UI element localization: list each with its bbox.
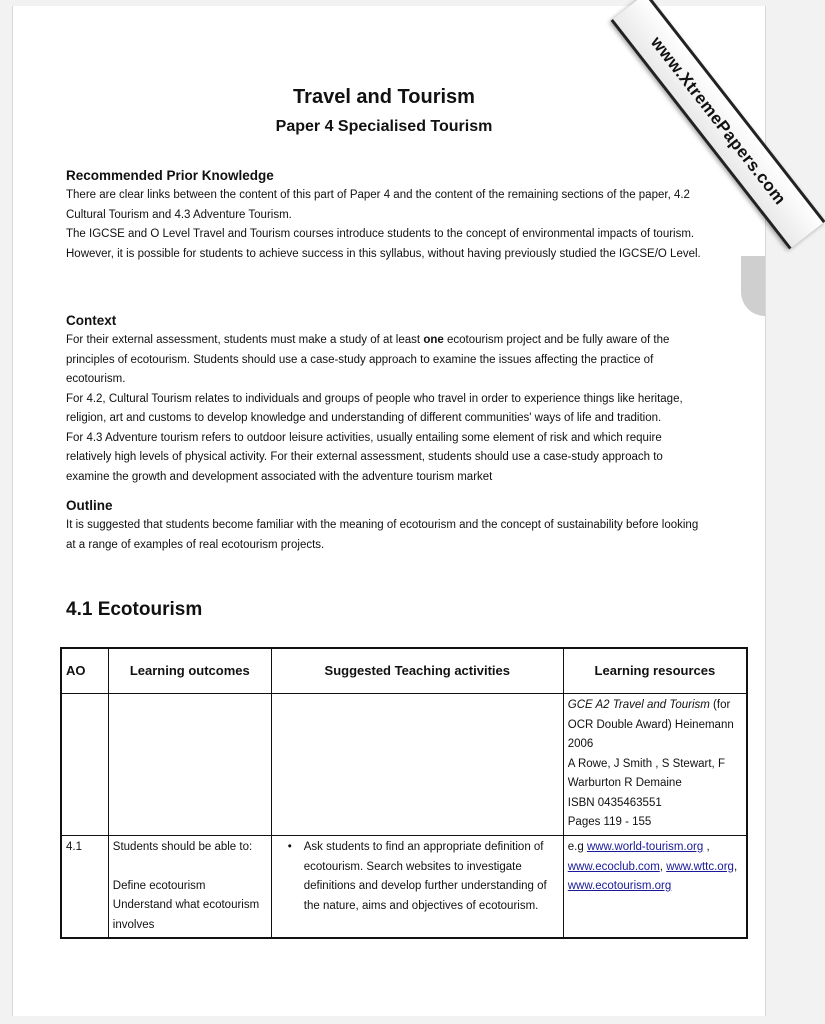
outcome-item: Understand what ecotourism involves <box>112 899 260 931</box>
outcomes-cell <box>108 836 271 939</box>
ao-cell: 4.1 <box>61 836 108 939</box>
resource-prefix: e.g <box>567 841 587 853</box>
separator: , <box>733 860 738 873</box>
separator: , <box>703 841 710 853</box>
prior-knowledge-paragraph-2: The IGCSE and O Level Travel and Tourism courses introduce students to the concept of environmental impacts of tourism. However, it is possible for students to achieve success in this syllabus, without having previously studied the IGCSE/O Level. <box>66 228 701 260</box>
outline-section <box>66 496 706 555</box>
activity-list-item <box>276 838 559 916</box>
resource-book-line <box>568 696 742 755</box>
document-subtitle: Paper 4 Specialised Tourism <box>275 118 493 135</box>
scheme-of-work-table <box>60 647 748 939</box>
header-learning-outcomes: Learning outcomes <box>108 648 271 694</box>
book-title: GCE A2 Travel and Tourism <box>567 699 710 711</box>
spacer <box>113 858 267 877</box>
context-heading: Context <box>66 313 117 328</box>
prior-knowledge-section <box>66 166 706 264</box>
activities-cell <box>271 836 563 939</box>
prior-knowledge-paragraph-1: There are clear links between the content of this part of Paper 4 and the content of the remaining sections of the paper, 4.2 Cultural Tourism and 4.3 Adventure Tourism. <box>66 189 690 221</box>
context-text: For their external assessment, students must make a study of at least <box>66 334 424 346</box>
outline-paragraph: It is suggested that students become familiar with the meaning of ecotourism and the concept of sustainability before looking at a range of examples of real ecotourism projects. <box>66 519 699 551</box>
separator: , <box>659 860 667 873</box>
context-text: ecotourism project and be fully aware of the principles of ecotourism. Students should use a case-study approach to examine the issues affecting the practice of ecotourism. <box>66 334 670 385</box>
table-cell <box>108 694 271 836</box>
context-section <box>66 311 706 487</box>
resources-cell <box>563 694 747 836</box>
table-row <box>61 836 747 939</box>
table-cell <box>61 694 108 836</box>
resource-pages: Pages 119 - 155 <box>567 816 652 828</box>
header-teaching-activities: Suggested Teaching activities <box>271 648 563 694</box>
context-emphasis: one <box>423 334 444 346</box>
resources-cell <box>563 836 747 939</box>
document-title: Travel and Tourism <box>293 86 475 108</box>
bullet-icon: • <box>287 841 292 853</box>
link-ecoclub[interactable]: www.ecoclub.com <box>567 860 660 873</box>
outcome-item: Define ecotourism <box>112 879 206 892</box>
context-paragraph-2: For 4.2, Cultural Tourism relates to individuals and groups of people who travel in order to experience things like heritage, religion, art and customs to develop knowledge and understanding of different communities' ways of life and tradition. <box>66 392 683 424</box>
prior-knowledge-heading: Recommended Prior Knowledge <box>66 168 274 183</box>
watermark-banner: www.XtremePapers.com <box>611 0 825 249</box>
book-edition: (for OCR Double Award) Heinemann 2006 <box>567 699 734 750</box>
outcome-intro: Students should be able to: <box>112 841 253 853</box>
header-learning-resources: Learning resources <box>563 648 747 694</box>
outline-heading: Outline <box>66 498 113 513</box>
header-ao: AO <box>61 648 108 694</box>
link-wttc[interactable]: www.wttc.org <box>666 860 734 873</box>
table-header-row <box>61 648 747 694</box>
activity-text: Ask students to find an appropriate definition of ecotourism. Search websites to investigate definitions and develop further understanding of the nature, aims and objectives of ecotourism. <box>303 841 547 912</box>
resource-authors: A Rowe, J Smith , S Stewart, F Warburton R Demaine <box>567 757 725 789</box>
link-world-tourism[interactable]: www.world-tourism.org <box>586 841 704 853</box>
page-curl <box>741 256 765 316</box>
section-heading-ecotourism: 4.1 Ecotourism <box>66 599 203 620</box>
table-row <box>61 694 747 836</box>
context-paragraph-1 <box>66 331 706 390</box>
table-cell <box>271 694 563 836</box>
context-paragraph-3: For 4.3 Adventure tourism refers to outdoor leisure activities, usually entailing some element of risk and which require relatively high levels of physical activity. For their external assessment, students should use a case-study approach to examine the growth and development associated with the adventure tourism market <box>66 431 663 483</box>
resource-isbn: ISBN 0435463551 <box>567 796 662 809</box>
link-ecotourism[interactable]: www.ecotourism.org <box>567 880 672 892</box>
